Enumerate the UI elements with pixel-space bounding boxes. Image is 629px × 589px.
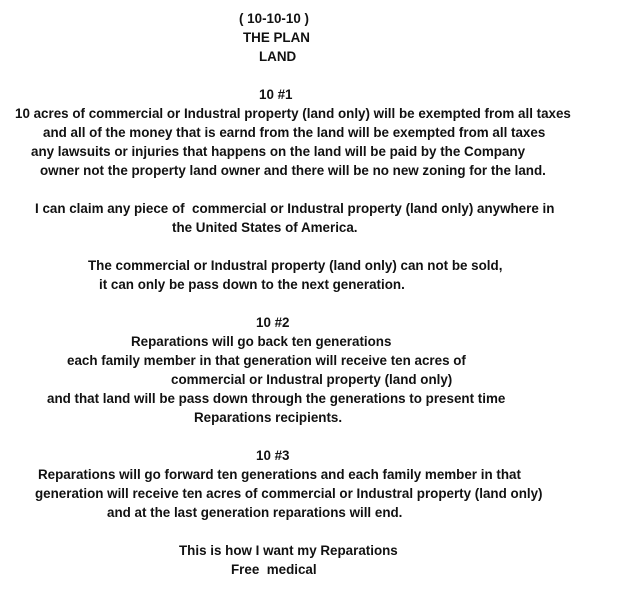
- section1-para1-line3: any lawsuits or injuries that happens on the land will be paid by the Company: [31, 144, 526, 159]
- closing-line1: This is how I want my Reparations: [179, 543, 398, 558]
- section3-line1: Reparations will go forward ten generations and each family member in that: [38, 467, 521, 482]
- closing-line2: Free medical: [231, 562, 317, 577]
- section2-line3: commercial or Industral property (land only): [171, 372, 453, 387]
- section1-para1-line2: and all of the money that is earnd from the land will be exempted from all taxes: [43, 125, 546, 140]
- section1-para2-line1: I can claim any piece of commercial or Industral property (land only) anywhere in: [35, 201, 555, 216]
- section1-para1-line1: 10 acres of commercial or Industral property (land only) will be exempted from all taxes: [15, 106, 571, 121]
- section2-line2: each family member in that generation will receive ten acres of: [67, 353, 466, 368]
- section2-heading: 10 #2: [256, 315, 290, 330]
- section1-para3-line1: The commercial or Industral property (land only) can not be sold,: [88, 258, 503, 273]
- section3-line2: generation will receive ten acres of commercial or Industral property (land only): [35, 486, 543, 501]
- document-subtitle: LAND: [259, 49, 297, 64]
- document-date: ( 10-10-10 ): [239, 11, 309, 26]
- section2-line5: Reparations recipients.: [194, 410, 343, 425]
- section3-heading: 10 #3: [256, 448, 290, 463]
- document-title: THE PLAN: [243, 30, 310, 45]
- section1-para3-line2: it can only be pass down to the next generation.: [99, 277, 405, 292]
- section1-para2-line2: the United States of America.: [172, 220, 358, 235]
- section2-line4: and that land will be pass down through the generations to present time: [47, 391, 506, 406]
- section2-line1: Reparations will go back ten generations: [131, 334, 392, 349]
- section1-heading: 10 #1: [259, 87, 293, 102]
- section1-para1-line4: owner not the property land owner and there will be no new zoning for the land.: [40, 163, 546, 178]
- section3-line3: and at the last generation reparations will end.: [107, 505, 403, 520]
